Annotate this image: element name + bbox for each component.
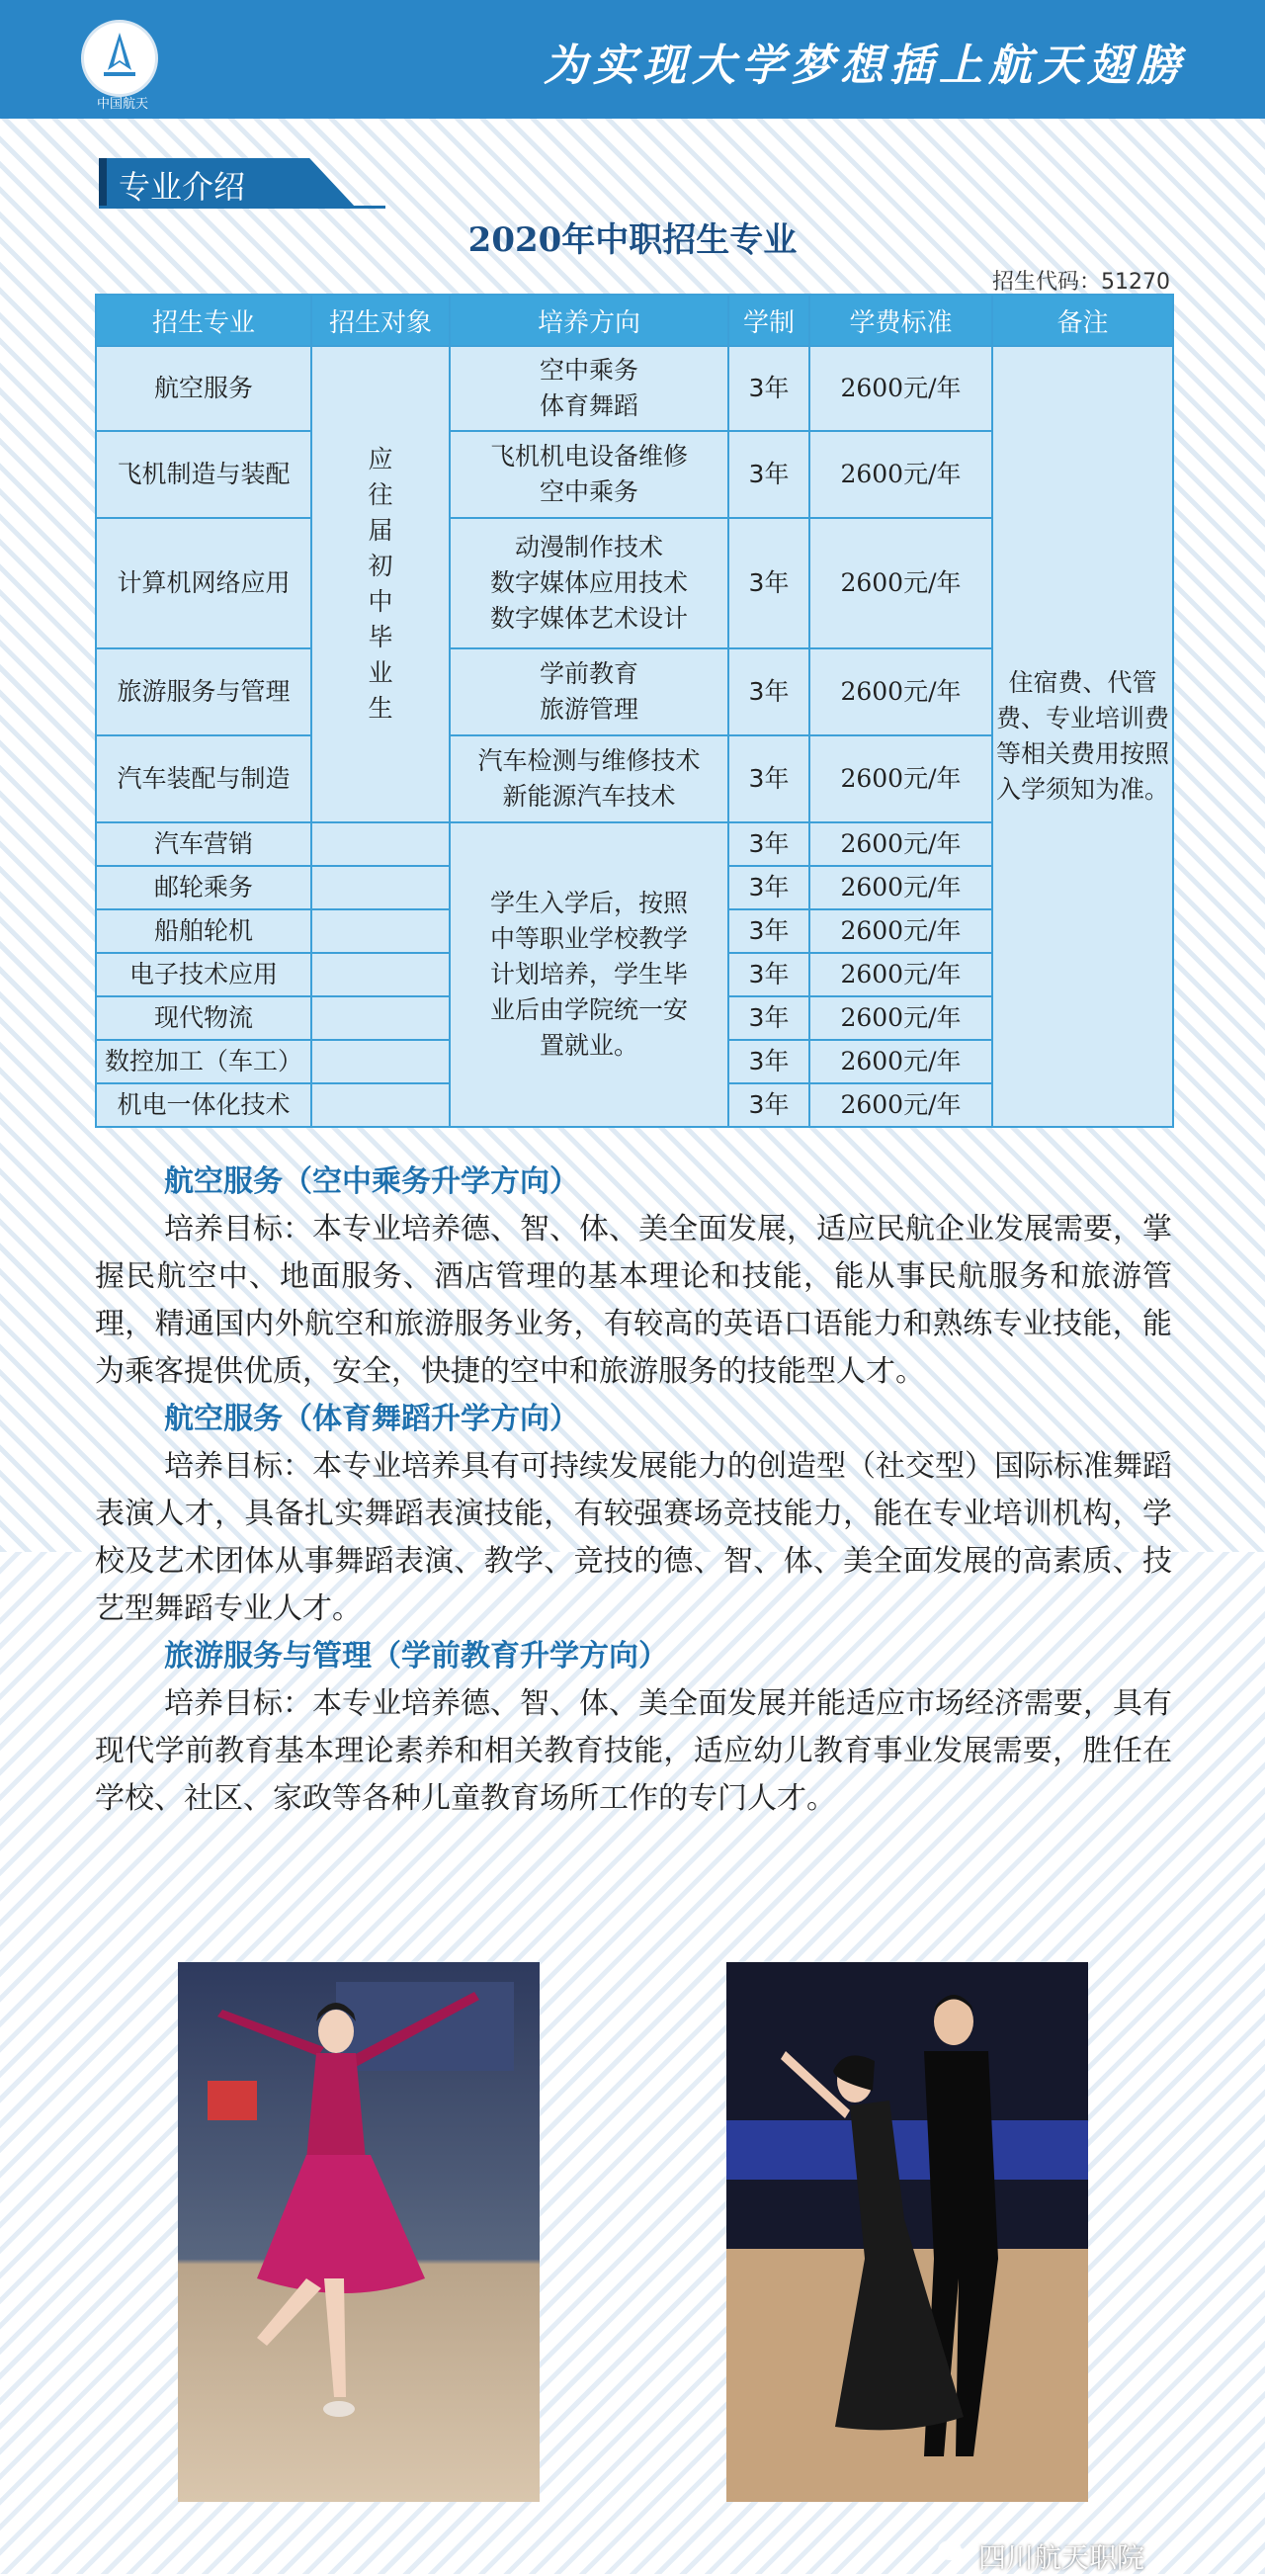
direction-line: 空中乘务 [539, 477, 638, 506]
target-cell-blank [311, 953, 450, 996]
duration-cell: 3年 [728, 866, 809, 909]
duration-cell: 3年 [728, 518, 809, 648]
major-cell: 船舶轮机 [96, 909, 311, 953]
program-heading: 旅游服务与管理（学前教育升学方向） [164, 1639, 668, 1674]
duration-cell: 3年 [728, 909, 809, 953]
major-cell: 机电一体化技术 [96, 1083, 311, 1127]
major-cell: 汽车装配与制造 [96, 735, 311, 822]
target-cell [311, 346, 450, 822]
header-banner [0, 0, 1265, 119]
program-descriptions [95, 1159, 1172, 1823]
major-cell: 电子技术应用 [96, 953, 311, 996]
logo [81, 20, 158, 97]
direction-line: 动漫制作技术 [514, 533, 663, 561]
latin-dancer-photo [178, 1962, 540, 2502]
direction-line: 汽车检测与维修技术 [477, 746, 701, 775]
program-text: 培养目标：本专业培养具有可持续发展能力的创造型（社交型）国际标准舞蹈表演人才，具备扎实舞蹈表演技能，有较强赛场竞技能力，能在专业培训机构，学校及艺术团体从事舞蹈表演、教学、竞技的德、智、体、美全面发展的高素质、技艺型舞蹈专业人才。 [95, 1449, 1172, 1626]
direction-cell [450, 735, 728, 822]
fee-cell: 2600元/年 [809, 648, 992, 735]
target-cell-blank [311, 1083, 450, 1127]
table-header-cell: 学费标准 [809, 295, 992, 346]
major-cell: 数控加工（车工） [96, 1040, 311, 1083]
fee-cell: 2600元/年 [809, 866, 992, 909]
program-heading: 航空服务（体育舞蹈升学方向） [164, 1402, 579, 1436]
admission-code: 招生代码：51270 [992, 270, 1170, 295]
direction-line: 旅游管理 [539, 695, 638, 724]
table-header-cell: 培养方向 [450, 295, 728, 346]
direction-line: 学前教育 [539, 659, 638, 688]
direction-line: 数字媒体艺术设计 [489, 604, 688, 633]
fee-cell: 2600元/年 [809, 909, 992, 953]
fee-cell: 2600元/年 [809, 346, 992, 431]
section-tag-underline [99, 206, 385, 209]
fee-cell: 2600元/年 [809, 518, 992, 648]
duration-cell: 3年 [728, 822, 809, 866]
duration-cell: 3年 [728, 953, 809, 996]
direction-cell [450, 648, 728, 735]
direction-line: 飞机机电设备维修 [489, 442, 688, 471]
ballroom-couple-photo [726, 1962, 1088, 2502]
major-cell: 汽车营销 [96, 822, 311, 866]
fee-cell: 2600元/年 [809, 953, 992, 996]
table-header-cell: 招生专业 [96, 295, 311, 346]
fee-cell: 2600元/年 [809, 735, 992, 822]
duration-cell: 3年 [728, 648, 809, 735]
wechat-icon [937, 2538, 970, 2568]
table-header-cell: 学制 [728, 295, 809, 346]
logo-text: 中国航天 [96, 97, 148, 112]
direction-line: 空中乘务 [539, 356, 638, 385]
program-heading: 航空服务（空中乘务升学方向） [164, 1164, 579, 1199]
fee-cell: 2600元/年 [809, 1040, 992, 1083]
fee-cell: 2600元/年 [809, 822, 992, 866]
page-title: 2020年中职招生专业 [467, 220, 798, 260]
table-row [96, 346, 1173, 431]
table-header-cell: 备注 [992, 295, 1173, 346]
direction-line: 体育舞蹈 [539, 391, 638, 420]
duration-cell: 3年 [728, 431, 809, 518]
direction-line: 数字媒体应用技术 [489, 568, 688, 597]
program-text: 培养目标：本专业培养德、智、体、美全面发展，适应民航企业发展需要，掌握民航空中、地面服务、酒店管理的基本理论和技能，能从事民航服务和旅游管理，精通国内外航空和旅游服务业务，有较高的英语口语能力和熟练专业技能，能为乘客提供优质，安全，快捷的空中和旅游服务的技能型人才。 [95, 1212, 1172, 1389]
direction-cell [450, 431, 728, 518]
duration-cell: 3年 [728, 1083, 809, 1127]
watermark: 四川航天职院 [978, 2541, 1145, 2574]
target-cell-blank [311, 909, 450, 953]
major-cell: 计算机网络应用 [96, 518, 311, 648]
major-cell: 现代物流 [96, 996, 311, 1040]
section-tag-bar [99, 158, 107, 208]
target-text: 应往届初中毕业生 [368, 445, 393, 723]
target-cell-blank [311, 866, 450, 909]
direction-cell [450, 518, 728, 648]
direction-line: 新能源汽车技术 [502, 782, 676, 811]
section-tag-label: 专业介绍 [119, 168, 246, 206]
table-header-row [96, 295, 1173, 346]
admission-table [95, 294, 1174, 1128]
fee-cell: 2600元/年 [809, 1083, 992, 1127]
duration-cell: 3年 [728, 346, 809, 431]
program-text: 培养目标：本专业培养德、智、体、美全面发展并能适应市场经济需要，具有现代学前教育基本理论素养和相关教育技能，适应幼儿教育事业发展需要，胜任在学校、社区、家政等各种儿童教育场所工作的专门人才。 [95, 1686, 1172, 1816]
shared-direction-cell: 学生入学后，按照中等职业学校教学计划培养，学生毕业后由学院统一安置就业。 [450, 822, 728, 1127]
duration-cell: 3年 [728, 735, 809, 822]
note-cell: 住宿费、代管费、专业培训费等相关费用按照入学须知为准。 [992, 346, 1173, 1127]
duration-cell: 3年 [728, 1040, 809, 1083]
major-cell: 航空服务 [96, 346, 311, 431]
table-header-cell: 招生对象 [311, 295, 450, 346]
target-cell-blank [311, 1040, 450, 1083]
fee-cell: 2600元/年 [809, 431, 992, 518]
duration-cell: 3年 [728, 996, 809, 1040]
slogan: 为实现大学梦想插上航天翅膀 [544, 41, 1186, 91]
direction-cell [450, 346, 728, 431]
major-cell: 邮轮乘务 [96, 866, 311, 909]
major-cell: 飞机制造与装配 [96, 431, 311, 518]
fee-cell: 2600元/年 [809, 996, 992, 1040]
major-cell: 旅游服务与管理 [96, 648, 311, 735]
target-cell-blank [311, 822, 450, 866]
rocket-icon [98, 31, 141, 80]
target-cell-blank [311, 996, 450, 1040]
